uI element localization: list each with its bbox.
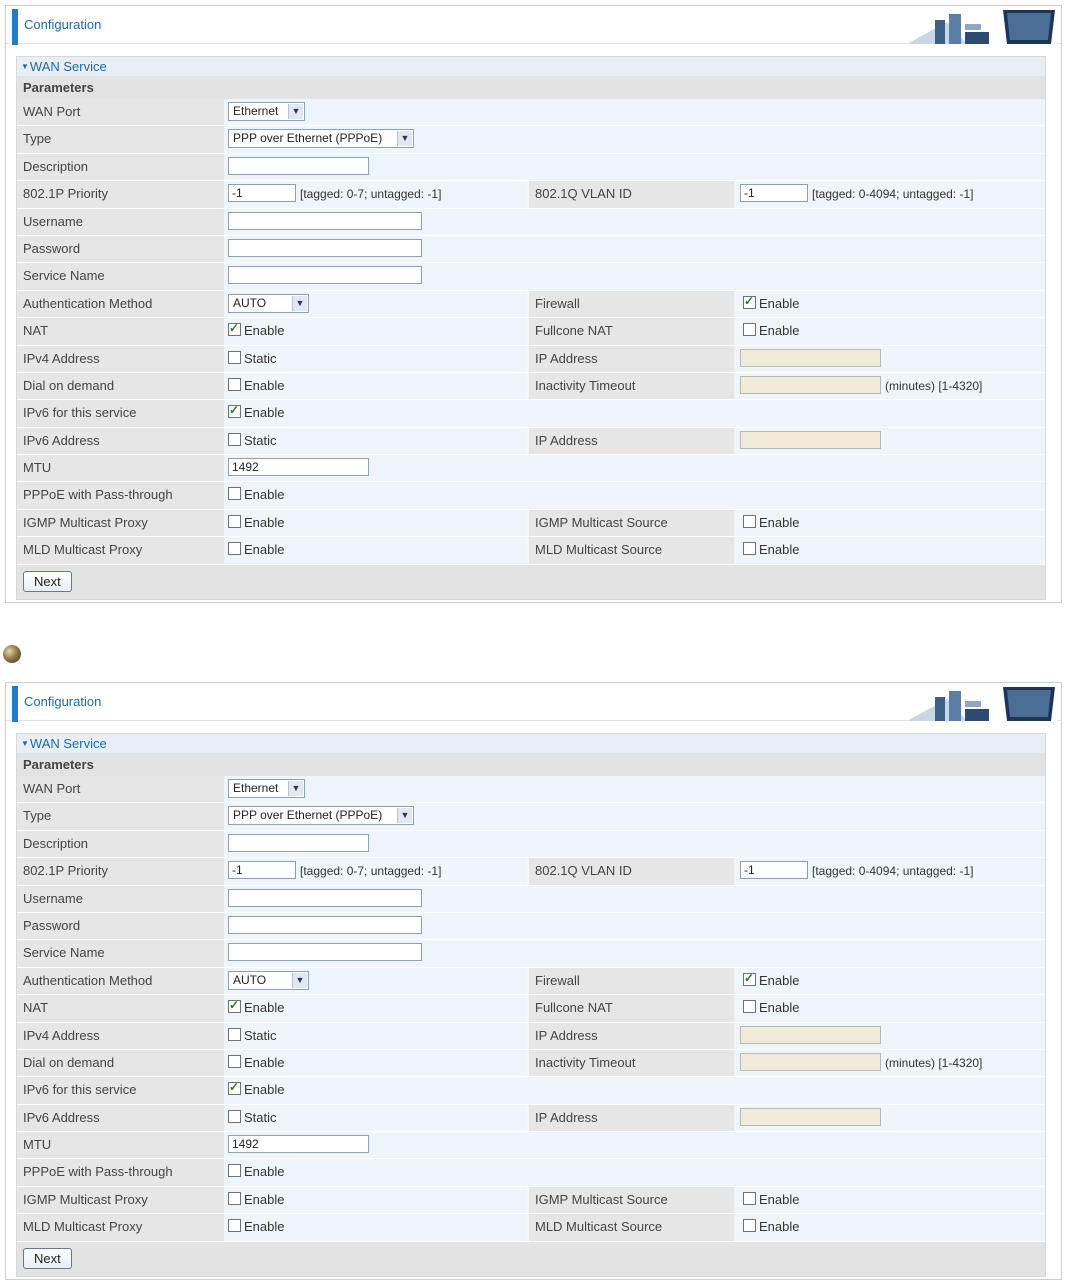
auth-method-select[interactable] <box>228 294 309 313</box>
ipv6-static-checkbox[interactable] <box>228 433 277 449</box>
section-title-bar[interactable] <box>17 734 1045 754</box>
row-ipv4 <box>17 346 1045 373</box>
nat-label: NAT <box>17 995 228 1021</box>
checkbox-icon[interactable] <box>228 1219 241 1232</box>
checkbox-icon[interactable] <box>228 487 241 500</box>
wan-port-select[interactable] <box>228 102 305 121</box>
ipv6-ip-input[interactable] <box>740 431 881 449</box>
ipv6-address-label: IPv6 Address <box>17 428 228 454</box>
ipv4-ip-input[interactable] <box>740 349 881 367</box>
ipv6-static-label: Static <box>244 1109 277 1125</box>
ipv6-service-checkbox[interactable] <box>228 405 284 421</box>
checkbox-icon[interactable] <box>228 1082 241 1095</box>
ipv4-static-checkbox[interactable] <box>228 1028 277 1044</box>
inactivity-timeout-value-cell <box>734 1050 1045 1076</box>
igmp-proxy-label: IGMP Multicast Proxy <box>17 1187 228 1213</box>
panel-header <box>6 6 1061 44</box>
section-title-bar[interactable] <box>17 57 1045 77</box>
type-value-cell <box>224 803 1045 829</box>
priority-value-cell <box>224 858 527 884</box>
chevron-down-icon[interactable]: ▼ <box>292 973 307 988</box>
dial-on-demand-label: Dial on demand <box>17 1050 228 1076</box>
service-name-label: Service Name <box>17 940 228 966</box>
dial-on-demand-option-label: Enable <box>244 1054 285 1070</box>
fullcone-nat-checkbox[interactable] <box>743 1000 799 1016</box>
fullcone-nat-label: Fullcone NAT <box>529 318 738 344</box>
ipv4-ip-value-cell <box>734 1023 1045 1049</box>
mld-proxy-option-label: Enable <box>244 542 285 558</box>
mtu-label: MTU <box>17 1132 228 1158</box>
row-pppoe-passthrough <box>17 1159 1045 1186</box>
dial-on-demand-value-cell <box>224 1050 527 1076</box>
checkbox-icon[interactable] <box>228 1000 241 1013</box>
service-name-value-cell <box>224 940 1045 966</box>
igmp-source-value-cell <box>734 1187 1045 1213</box>
bullet-icon <box>3 645 21 663</box>
vlan-id-input[interactable]: -1 <box>740 861 808 879</box>
firewall-checkbox[interactable] <box>743 973 799 989</box>
row-igmp <box>17 1187 1045 1214</box>
row-auth-firewall <box>17 968 1045 995</box>
office-logo-icon <box>907 685 1057 721</box>
panel-title: Configuration <box>24 17 102 32</box>
mld-proxy-checkbox[interactable] <box>228 1219 284 1235</box>
checkbox-icon[interactable] <box>743 515 756 528</box>
configuration-panel <box>5 5 1062 603</box>
row-service-name <box>17 263 1045 290</box>
chevron-down-icon[interactable]: ▼ <box>397 808 412 823</box>
ipv4-ip-label: IP Address <box>529 346 738 372</box>
type-selected: PPP over Ethernet (PPPoE) <box>233 131 383 146</box>
pppoe-passthrough-label: PPPoE with Pass-through <box>17 1159 228 1185</box>
description-input[interactable] <box>228 157 369 175</box>
collapse-triangle-icon[interactable]: ▼ <box>21 739 29 748</box>
checkbox-icon[interactable] <box>743 973 756 986</box>
checkbox-icon[interactable] <box>228 1028 241 1041</box>
row-igmp <box>17 510 1045 537</box>
ipv4-static-label: Static <box>244 350 277 366</box>
description-label: Description <box>17 154 228 180</box>
mld-proxy-value-cell <box>224 1214 527 1240</box>
row-ipv6-service <box>17 1077 1045 1104</box>
parameters-heading: Parameters <box>17 754 1045 776</box>
parameters-heading: Parameters <box>17 77 1045 99</box>
mtu-input[interactable]: 1492 <box>228 1135 369 1153</box>
password-value-cell <box>224 913 1045 939</box>
username-input[interactable] <box>228 212 422 230</box>
dial-on-demand-label: Dial on demand <box>17 373 228 399</box>
row-mld <box>17 1214 1045 1241</box>
collapse-triangle-icon[interactable]: ▼ <box>21 62 29 71</box>
row-priority-vlan <box>17 858 1045 885</box>
vlan-id-value-cell <box>734 181 1045 207</box>
auth-method-label: Authentication Method <box>17 291 228 317</box>
ipv6-ip-label: IP Address <box>529 428 738 454</box>
password-label: Password <box>17 236 228 262</box>
auth-method-selected: AUTO <box>233 972 267 987</box>
vlan-id-hint: [tagged: 0-4094; untagged: -1] <box>812 864 974 879</box>
password-input[interactable] <box>228 239 422 257</box>
row-password <box>17 236 1045 263</box>
checkbox-icon[interactable] <box>228 1192 241 1205</box>
inactivity-timeout-value-cell <box>734 373 1045 399</box>
priority-hint: [tagged: 0-7; untagged: -1] <box>300 864 442 879</box>
priority-input[interactable]: -1 <box>228 861 296 879</box>
checkbox-icon[interactable] <box>743 296 756 309</box>
office-logo-icon <box>907 8 1057 44</box>
row-mtu <box>17 455 1045 482</box>
service-name-input[interactable] <box>228 943 422 961</box>
dial-on-demand-checkbox[interactable] <box>228 1055 284 1071</box>
row-ipv4 <box>17 1023 1045 1050</box>
row-username <box>17 209 1045 236</box>
row-ipv6-address <box>17 1105 1045 1132</box>
mld-proxy-option-label: Enable <box>244 1219 285 1235</box>
igmp-proxy-value-cell <box>224 1187 527 1213</box>
priority-label: 802.1P Priority <box>17 181 228 207</box>
vlan-id-label: 802.1Q VLAN ID <box>529 858 738 884</box>
type-label: Type <box>17 803 228 829</box>
ipv4-ip-value-cell <box>734 346 1045 372</box>
wan-port-select[interactable] <box>228 779 305 798</box>
inactivity-timeout-hint: (minutes) [1-4320] <box>885 1055 983 1070</box>
type-value-cell <box>224 126 1045 152</box>
row-dial-demand <box>17 1050 1045 1077</box>
description-input[interactable] <box>228 834 369 852</box>
firewall-checkbox[interactable] <box>743 296 799 312</box>
pppoe-passthrough-checkbox[interactable] <box>228 487 284 503</box>
next-button[interactable]: Next <box>23 571 72 592</box>
inactivity-timeout-label: Inactivity Timeout <box>529 1050 738 1076</box>
checkbox-icon[interactable] <box>743 1219 756 1232</box>
row-service-name <box>17 940 1045 967</box>
igmp-proxy-checkbox[interactable] <box>228 1192 284 1208</box>
igmp-proxy-label: IGMP Multicast Proxy <box>17 510 228 536</box>
row-password <box>17 913 1045 940</box>
igmp-source-checkbox[interactable] <box>743 1192 799 1208</box>
row-description <box>17 831 1045 858</box>
row-ipv6-service <box>17 400 1045 427</box>
ipv6-ip-value-cell <box>734 1105 1045 1131</box>
mld-source-option-label: Enable <box>759 542 800 558</box>
priority-value-cell <box>224 181 527 207</box>
row-priority-vlan <box>17 181 1045 208</box>
ipv4-address-value-cell <box>224 346 527 372</box>
section-title: WAN Service <box>29 736 107 751</box>
ipv6-service-value-cell <box>224 1077 1045 1103</box>
pppoe-passthrough-option-label: Enable <box>244 487 285 503</box>
nat-value-cell <box>224 318 527 344</box>
igmp-source-label: IGMP Multicast Source <box>529 1187 738 1213</box>
dial-on-demand-checkbox[interactable] <box>228 378 284 394</box>
checkbox-icon[interactable] <box>743 542 756 555</box>
mtu-value-cell <box>224 455 1045 481</box>
ipv6-service-label: IPv6 for this service <box>17 400 228 426</box>
button-row <box>17 565 1045 599</box>
pppoe-passthrough-option-label: Enable <box>244 1164 285 1180</box>
ipv4-ip-label: IP Address <box>529 1023 738 1049</box>
username-input[interactable] <box>228 889 422 907</box>
row-ipv6-address <box>17 428 1045 455</box>
fullcone-nat-value-cell <box>734 995 1045 1021</box>
wan-port-selected: Ethernet <box>233 781 279 795</box>
nat-label: NAT <box>17 318 228 344</box>
checkbox-icon[interactable] <box>743 323 756 336</box>
username-label: Username <box>17 209 228 235</box>
ipv4-ip-input[interactable] <box>740 1026 881 1044</box>
checkbox-icon[interactable] <box>228 1110 241 1123</box>
nat-checkbox[interactable] <box>228 1000 284 1016</box>
inactivity-timeout-input[interactable] <box>740 1053 881 1071</box>
igmp-source-checkbox[interactable] <box>743 515 799 531</box>
password-input[interactable] <box>228 916 422 934</box>
service-name-label: Service Name <box>17 263 228 289</box>
fullcone-nat-checkbox[interactable] <box>743 323 799 339</box>
fullcone-nat-option-label: Enable <box>759 323 800 339</box>
firewall-label: Firewall <box>529 291 738 317</box>
ipv4-address-label: IPv4 Address <box>17 346 228 372</box>
igmp-proxy-value-cell <box>224 510 527 536</box>
checkbox-icon[interactable] <box>228 1164 241 1177</box>
mld-source-option-label: Enable <box>759 1219 800 1235</box>
checkbox-icon[interactable] <box>743 1000 756 1013</box>
igmp-source-value-cell <box>734 510 1045 536</box>
ipv6-service-option-label: Enable <box>244 1082 285 1098</box>
igmp-source-option-label: Enable <box>759 514 800 530</box>
ipv6-address-label: IPv6 Address <box>17 1105 228 1131</box>
service-name-value-cell <box>224 263 1045 289</box>
checkbox-icon[interactable] <box>228 542 241 555</box>
password-label: Password <box>17 913 228 939</box>
wan-port-label: WAN Port <box>17 776 228 802</box>
row-username <box>17 886 1045 913</box>
ipv6-service-value-cell <box>224 400 1045 426</box>
firewall-value-cell <box>734 291 1045 317</box>
description-value-cell <box>224 154 1045 180</box>
type-select[interactable] <box>228 806 414 825</box>
checkbox-icon[interactable] <box>228 433 241 446</box>
pppoe-passthrough-value-cell <box>224 482 1045 508</box>
mld-proxy-label: MLD Multicast Proxy <box>17 1214 228 1240</box>
vlan-id-label: 802.1Q VLAN ID <box>529 181 738 207</box>
firewall-option-label: Enable <box>759 295 800 311</box>
row-type <box>17 126 1045 153</box>
configuration-panel <box>5 682 1062 1280</box>
wan-service-section <box>16 733 1046 1277</box>
fullcone-nat-label: Fullcone NAT <box>529 995 738 1021</box>
ipv6-ip-input[interactable] <box>740 1108 881 1126</box>
username-value-cell <box>224 886 1045 912</box>
ipv6-ip-value-cell <box>734 428 1045 454</box>
firewall-value-cell <box>734 968 1045 994</box>
auth-method-select[interactable] <box>228 971 309 990</box>
priority-input[interactable]: -1 <box>228 184 296 202</box>
pppoe-passthrough-label: PPPoE with Pass-through <box>17 482 228 508</box>
firewall-option-label: Enable <box>759 972 800 988</box>
type-label: Type <box>17 126 228 152</box>
username-label: Username <box>17 886 228 912</box>
chevron-down-icon[interactable]: ▼ <box>292 296 307 311</box>
igmp-source-label: IGMP Multicast Source <box>529 510 738 536</box>
nat-option-label: Enable <box>244 323 285 339</box>
ipv4-static-label: Static <box>244 1027 277 1043</box>
ipv6-ip-label: IP Address <box>529 1105 738 1131</box>
ipv6-static-checkbox[interactable] <box>228 1110 277 1126</box>
chevron-down-icon[interactable]: ▼ <box>288 781 303 796</box>
row-wan-port <box>17 776 1045 803</box>
checkbox-icon[interactable] <box>228 1055 241 1068</box>
panel-header <box>6 683 1061 721</box>
service-name-input[interactable] <box>228 266 422 284</box>
description-label: Description <box>17 831 228 857</box>
inactivity-timeout-label: Inactivity Timeout <box>529 373 738 399</box>
mld-source-value-cell <box>734 1214 1045 1240</box>
ipv6-address-value-cell <box>224 428 527 454</box>
button-row <box>17 1242 1045 1276</box>
next-button[interactable]: Next <box>23 1248 72 1269</box>
mld-source-label: MLD Multicast Source <box>529 1214 738 1240</box>
auth-method-value-cell <box>224 968 527 994</box>
username-value-cell <box>224 209 1045 235</box>
row-type <box>17 803 1045 830</box>
ipv6-static-label: Static <box>244 432 277 448</box>
ipv4-address-label: IPv4 Address <box>17 1023 228 1049</box>
ipv4-static-checkbox[interactable] <box>228 351 277 367</box>
panel-title: Configuration <box>24 694 102 709</box>
igmp-proxy-option-label: Enable <box>244 514 285 530</box>
ipv6-address-value-cell <box>224 1105 527 1131</box>
ipv4-address-value-cell <box>224 1023 527 1049</box>
row-mtu <box>17 1132 1045 1159</box>
header-accent-bar <box>12 9 18 45</box>
fullcone-nat-option-label: Enable <box>759 1000 800 1016</box>
checkbox-icon[interactable] <box>228 378 241 391</box>
nat-option-label: Enable <box>244 1000 285 1016</box>
type-select[interactable] <box>228 129 414 148</box>
row-pppoe-passthrough <box>17 482 1045 509</box>
vlan-id-hint: [tagged: 0-4094; untagged: -1] <box>812 187 974 202</box>
dial-on-demand-value-cell <box>224 373 527 399</box>
mtu-input[interactable]: 1492 <box>228 458 369 476</box>
nat-checkbox[interactable] <box>228 323 284 339</box>
inactivity-timeout-hint: (minutes) [1-4320] <box>885 378 983 393</box>
type-selected: PPP over Ethernet (PPPoE) <box>233 808 383 823</box>
wan-port-value-cell <box>224 776 1045 802</box>
mtu-label: MTU <box>17 455 228 481</box>
igmp-proxy-option-label: Enable <box>244 1191 285 1207</box>
row-auth-firewall <box>17 291 1045 318</box>
pppoe-passthrough-checkbox[interactable] <box>228 1164 284 1180</box>
chevron-down-icon[interactable]: ▼ <box>397 131 412 146</box>
dial-on-demand-option-label: Enable <box>244 377 285 393</box>
auth-method-value-cell <box>224 291 527 317</box>
inactivity-timeout-input[interactable] <box>740 376 881 394</box>
checkbox-icon[interactable] <box>228 405 241 418</box>
ipv6-service-checkbox[interactable] <box>228 1082 284 1098</box>
section-title: WAN Service <box>29 59 107 74</box>
wan-service-section <box>16 56 1046 600</box>
mld-proxy-value-cell <box>224 537 527 563</box>
row-nat <box>17 318 1045 345</box>
row-description <box>17 154 1045 181</box>
checkbox-icon[interactable] <box>228 515 241 528</box>
nat-value-cell <box>224 995 527 1021</box>
wan-port-selected: Ethernet <box>233 104 279 118</box>
mld-source-checkbox[interactable] <box>743 542 799 558</box>
priority-label: 802.1P Priority <box>17 858 228 884</box>
priority-hint: [tagged: 0-7; untagged: -1] <box>300 187 442 202</box>
auth-method-label: Authentication Method <box>17 968 228 994</box>
checkbox-icon[interactable] <box>228 351 241 364</box>
pppoe-passthrough-value-cell <box>224 1159 1045 1185</box>
checkbox-icon[interactable] <box>743 1192 756 1205</box>
wan-port-value-cell <box>224 99 1045 125</box>
ipv6-service-option-label: Enable <box>244 405 285 421</box>
mld-source-checkbox[interactable] <box>743 1219 799 1235</box>
firewall-label: Firewall <box>529 968 738 994</box>
row-wan-port <box>17 99 1045 126</box>
row-nat <box>17 995 1045 1022</box>
vlan-id-input[interactable]: -1 <box>740 184 808 202</box>
row-dial-demand <box>17 373 1045 400</box>
igmp-source-option-label: Enable <box>759 1191 800 1207</box>
vlan-id-value-cell <box>734 858 1045 884</box>
ipv6-service-label: IPv6 for this service <box>17 1077 228 1103</box>
mld-source-value-cell <box>734 537 1045 563</box>
chevron-down-icon[interactable]: ▼ <box>288 104 303 119</box>
mld-source-label: MLD Multicast Source <box>529 537 738 563</box>
header-accent-bar <box>12 686 18 722</box>
igmp-proxy-checkbox[interactable] <box>228 515 284 531</box>
wan-port-label: WAN Port <box>17 99 228 125</box>
auth-method-selected: AUTO <box>233 295 267 310</box>
checkbox-icon[interactable] <box>228 323 241 336</box>
description-value-cell <box>224 831 1045 857</box>
mld-proxy-label: MLD Multicast Proxy <box>17 537 228 563</box>
fullcone-nat-value-cell <box>734 318 1045 344</box>
mtu-value-cell <box>224 1132 1045 1158</box>
row-mld <box>17 537 1045 564</box>
mld-proxy-checkbox[interactable] <box>228 542 284 558</box>
password-value-cell <box>224 236 1045 262</box>
